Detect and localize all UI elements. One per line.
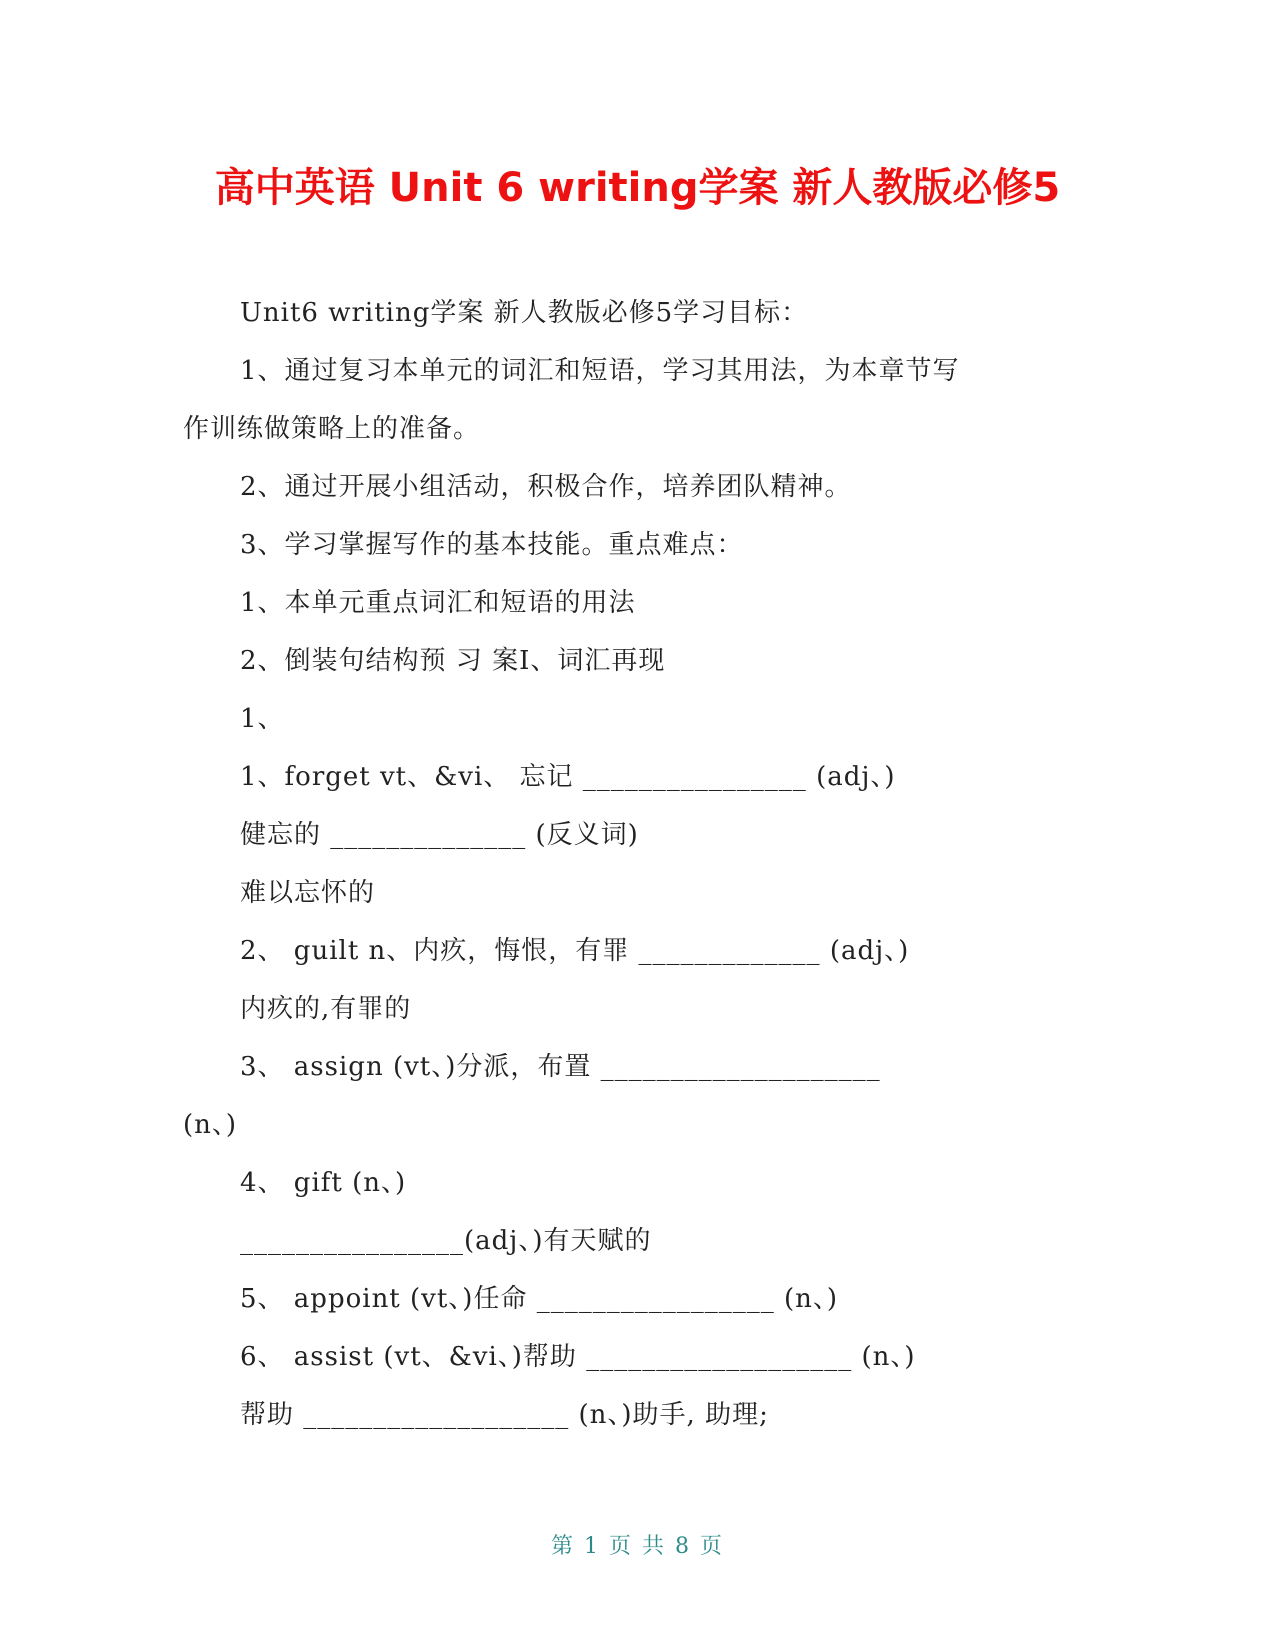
text-line: (n、) [183, 1110, 238, 1140]
text-line: ________________(adj、)有天赋的 [240, 1226, 652, 1256]
text-line: 内疚的,有罪的 [240, 994, 412, 1024]
text-line: 1、通过复习本单元的词汇和短语，学习其用法，为本章节写 [240, 356, 960, 386]
text-line: 1、forget vt、&vi、 忘记 ________________ (adj、) [240, 762, 896, 792]
document-title: 高中英语 Unit 6 writing学案 新人教版必修5 [214, 165, 1061, 211]
page-number-footer: 第 1 页 共 8 页 [551, 1534, 724, 1559]
text-line: 4、 gift (n、) [240, 1168, 407, 1198]
text-line: 健忘的 ______________ (反义词) [240, 820, 639, 850]
text-line: 2、 guilt n、内疚，悔恨，有罪 _____________ (adj、) [240, 936, 910, 966]
text-line: 难以忘怀的 [240, 878, 376, 908]
text-line: 3、学习掌握写作的基本技能。重点难点： [240, 530, 744, 560]
text-line: 6、 assist (vt、&vi、)帮助 ___________________ (n、) [240, 1342, 916, 1372]
text-line: 3、 assign (vt、)分派，布置 ____________________ [240, 1052, 881, 1082]
text-line: 1、 [240, 704, 285, 734]
text-line: 1、本单元重点词汇和短语的用法 [240, 588, 636, 618]
text-line: 作训练做策略上的准备。 [183, 414, 481, 444]
text-line: 2、通过开展小组活动，积极合作，培养团队精神。 [240, 472, 852, 502]
text-line: 5、 appoint (vt、)任命 _________________ (n、) [240, 1284, 839, 1314]
text-line: Unit6 writing学案 新人教版必修5学习目标： [240, 298, 809, 328]
text-line: 帮助 ___________________ (n、)助手, 助理; [240, 1400, 769, 1430]
text-line: 2、倒装句结构预 习 案I、词汇再现 [240, 646, 666, 676]
